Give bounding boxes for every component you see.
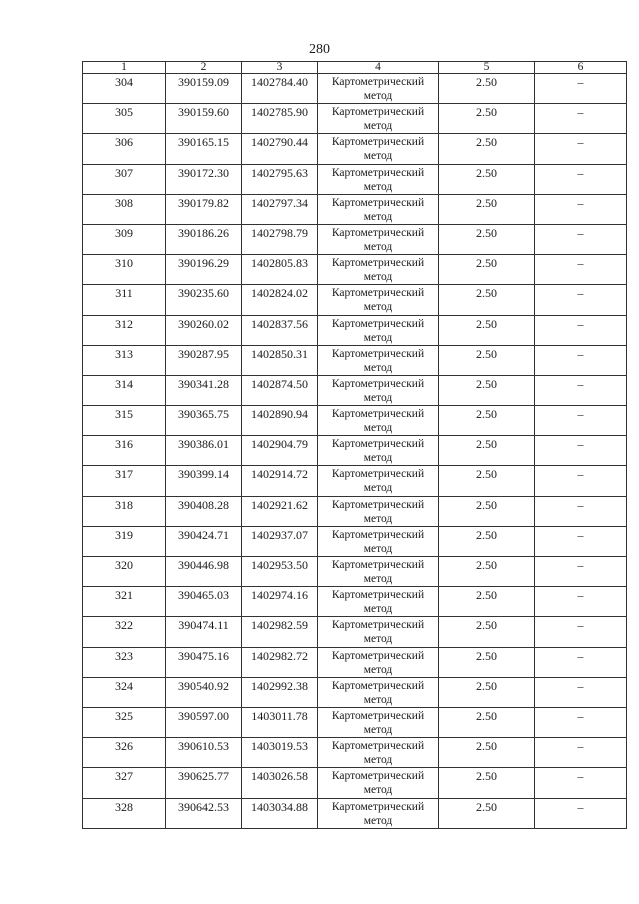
accuracy-cell: 2.50	[439, 375, 535, 405]
table-body	[83, 74, 627, 829]
note-cell: –	[535, 466, 627, 496]
note-cell: –	[535, 436, 627, 466]
table-row	[83, 134, 627, 164]
method-cell: Картометрический метод	[318, 255, 439, 285]
method-cell: Картометрический метод	[318, 104, 439, 134]
x-coordinate-cell: 390159.60	[166, 104, 242, 134]
note-cell: –	[535, 768, 627, 798]
method-cell: Картометрический метод	[318, 194, 439, 224]
accuracy-cell: 2.50	[439, 134, 535, 164]
note-cell: –	[535, 406, 627, 436]
note-cell: –	[535, 617, 627, 647]
accuracy-cell: 2.50	[439, 224, 535, 254]
accuracy-cell: 2.50	[439, 587, 535, 617]
note-cell: –	[535, 164, 627, 194]
accuracy-cell: 2.50	[439, 285, 535, 315]
x-coordinate-cell: 390341.28	[166, 375, 242, 405]
method-cell: Картометрический метод	[318, 647, 439, 677]
note-cell: –	[535, 194, 627, 224]
table-row	[83, 315, 627, 345]
table-row	[83, 496, 627, 526]
point-number-cell: 323	[83, 647, 166, 677]
accuracy-cell: 2.50	[439, 74, 535, 104]
accuracy-cell: 2.50	[439, 798, 535, 828]
note-cell: –	[535, 375, 627, 405]
x-coordinate-cell: 390540.92	[166, 677, 242, 707]
note-cell: –	[535, 587, 627, 617]
y-coordinate-cell: 1402795.63	[242, 164, 318, 194]
table-row	[83, 677, 627, 707]
accuracy-cell: 2.50	[439, 738, 535, 768]
table-row	[83, 345, 627, 375]
accuracy-cell: 2.50	[439, 526, 535, 556]
x-coordinate-cell: 390186.26	[166, 224, 242, 254]
table-row	[83, 798, 627, 828]
accuracy-cell: 2.50	[439, 406, 535, 436]
x-coordinate-cell: 390260.02	[166, 315, 242, 345]
method-cell: Картометрический метод	[318, 224, 439, 254]
y-coordinate-cell: 1402982.59	[242, 617, 318, 647]
y-coordinate-cell: 1402805.83	[242, 255, 318, 285]
accuracy-cell: 2.50	[439, 557, 535, 587]
note-cell: –	[535, 104, 627, 134]
x-coordinate-cell: 390424.71	[166, 526, 242, 556]
x-coordinate-cell: 390475.16	[166, 647, 242, 677]
point-number-cell: 314	[83, 375, 166, 405]
method-cell: Картометрический метод	[318, 557, 439, 587]
table-row	[83, 466, 627, 496]
point-number-cell: 321	[83, 587, 166, 617]
note-cell: –	[535, 285, 627, 315]
accuracy-cell: 2.50	[439, 768, 535, 798]
point-number-cell: 328	[83, 798, 166, 828]
note-cell: –	[535, 224, 627, 254]
method-cell: Картометрический метод	[318, 436, 439, 466]
note-cell: –	[535, 496, 627, 526]
table-row	[83, 224, 627, 254]
y-coordinate-cell: 1403026.58	[242, 768, 318, 798]
point-number-cell: 308	[83, 194, 166, 224]
table-row	[83, 707, 627, 737]
accuracy-cell: 2.50	[439, 345, 535, 375]
column-header: 5	[439, 62, 535, 74]
accuracy-cell: 2.50	[439, 647, 535, 677]
point-number-cell: 316	[83, 436, 166, 466]
header-row	[83, 62, 627, 74]
x-coordinate-cell: 390159.09	[166, 74, 242, 104]
point-number-cell: 324	[83, 677, 166, 707]
column-header: 2	[166, 62, 242, 74]
x-coordinate-cell: 390287.95	[166, 345, 242, 375]
table-row	[83, 768, 627, 798]
x-coordinate-cell: 390399.14	[166, 466, 242, 496]
method-cell: Картометрический метод	[318, 738, 439, 768]
y-coordinate-cell: 1402904.79	[242, 436, 318, 466]
accuracy-cell: 2.50	[439, 164, 535, 194]
point-number-cell: 304	[83, 74, 166, 104]
accuracy-cell: 2.50	[439, 104, 535, 134]
table-row	[83, 164, 627, 194]
point-number-cell: 306	[83, 134, 166, 164]
note-cell: –	[535, 315, 627, 345]
method-cell: Картометрический метод	[318, 285, 439, 315]
method-cell: Картометрический метод	[318, 587, 439, 617]
accuracy-cell: 2.50	[439, 255, 535, 285]
table-row	[83, 285, 627, 315]
y-coordinate-cell: 1402824.02	[242, 285, 318, 315]
x-coordinate-cell: 390172.30	[166, 164, 242, 194]
note-cell: –	[535, 345, 627, 375]
point-number-cell: 307	[83, 164, 166, 194]
table-row	[83, 375, 627, 405]
point-number-cell: 312	[83, 315, 166, 345]
y-coordinate-cell: 1402874.50	[242, 375, 318, 405]
y-coordinate-cell: 1403034.88	[242, 798, 318, 828]
table-row	[83, 587, 627, 617]
point-number-cell: 313	[83, 345, 166, 375]
x-coordinate-cell: 390196.29	[166, 255, 242, 285]
y-coordinate-cell: 1402785.90	[242, 104, 318, 134]
note-cell: –	[535, 74, 627, 104]
y-coordinate-cell: 1403011.78	[242, 707, 318, 737]
y-coordinate-cell: 1402790.44	[242, 134, 318, 164]
accuracy-cell: 2.50	[439, 466, 535, 496]
table-row	[83, 526, 627, 556]
point-number-cell: 327	[83, 768, 166, 798]
note-cell: –	[535, 255, 627, 285]
column-header: 6	[535, 62, 627, 74]
x-coordinate-cell: 390179.82	[166, 194, 242, 224]
point-number-cell: 322	[83, 617, 166, 647]
note-cell: –	[535, 526, 627, 556]
point-number-cell: 326	[83, 738, 166, 768]
method-cell: Картометрический метод	[318, 134, 439, 164]
y-coordinate-cell: 1402914.72	[242, 466, 318, 496]
point-number-cell: 310	[83, 255, 166, 285]
method-cell: Картометрический метод	[318, 164, 439, 194]
accuracy-cell: 2.50	[439, 617, 535, 647]
method-cell: Картометрический метод	[318, 375, 439, 405]
accuracy-cell: 2.50	[439, 194, 535, 224]
point-number-cell: 305	[83, 104, 166, 134]
method-cell: Картометрический метод	[318, 315, 439, 345]
x-coordinate-cell: 390165.15	[166, 134, 242, 164]
method-cell: Картометрический метод	[318, 617, 439, 647]
x-coordinate-cell: 390465.03	[166, 587, 242, 617]
accuracy-cell: 2.50	[439, 315, 535, 345]
point-number-cell: 315	[83, 406, 166, 436]
table-row	[83, 647, 627, 677]
method-cell: Картометрический метод	[318, 496, 439, 526]
table-row	[83, 557, 627, 587]
y-coordinate-cell: 1402953.50	[242, 557, 318, 587]
y-coordinate-cell: 1402921.62	[242, 496, 318, 526]
x-coordinate-cell: 390235.60	[166, 285, 242, 315]
y-coordinate-cell: 1402798.79	[242, 224, 318, 254]
note-cell: –	[535, 134, 627, 164]
x-coordinate-cell: 390610.53	[166, 738, 242, 768]
x-coordinate-cell: 390446.98	[166, 557, 242, 587]
x-coordinate-cell: 390474.11	[166, 617, 242, 647]
column-header: 3	[242, 62, 318, 74]
method-cell: Картометрический метод	[318, 526, 439, 556]
y-coordinate-cell: 1402837.56	[242, 315, 318, 345]
table-row	[83, 436, 627, 466]
point-number-cell: 309	[83, 224, 166, 254]
y-coordinate-cell: 1402937.07	[242, 526, 318, 556]
table-row	[83, 738, 627, 768]
note-cell: –	[535, 677, 627, 707]
note-cell: –	[535, 557, 627, 587]
y-coordinate-cell: 1402850.31	[242, 345, 318, 375]
table-row	[83, 255, 627, 285]
method-cell: Картометрический метод	[318, 406, 439, 436]
method-cell: Картометрический метод	[318, 798, 439, 828]
x-coordinate-cell: 390386.01	[166, 436, 242, 466]
x-coordinate-cell: 390625.77	[166, 768, 242, 798]
table-row	[83, 194, 627, 224]
note-cell: –	[535, 707, 627, 737]
x-coordinate-cell: 390408.28	[166, 496, 242, 526]
accuracy-cell: 2.50	[439, 436, 535, 466]
y-coordinate-cell: 1402797.34	[242, 194, 318, 224]
x-coordinate-cell: 390365.75	[166, 406, 242, 436]
method-cell: Картометрический метод	[318, 707, 439, 737]
accuracy-cell: 2.50	[439, 496, 535, 526]
note-cell: –	[535, 647, 627, 677]
y-coordinate-cell: 1402992.38	[242, 677, 318, 707]
y-coordinate-cell: 1402974.16	[242, 587, 318, 617]
point-number-cell: 325	[83, 707, 166, 737]
column-header: 1	[83, 62, 166, 74]
accuracy-cell: 2.50	[439, 677, 535, 707]
method-cell: Картометрический метод	[318, 345, 439, 375]
method-cell: Картометрический метод	[318, 768, 439, 798]
table-row	[83, 104, 627, 134]
table-row	[83, 74, 627, 104]
page-number: 280	[309, 42, 330, 57]
table-row	[83, 617, 627, 647]
point-number-cell: 318	[83, 496, 166, 526]
x-coordinate-cell: 390597.00	[166, 707, 242, 737]
y-coordinate-cell: 1403019.53	[242, 738, 318, 768]
point-number-cell: 319	[83, 526, 166, 556]
note-cell: –	[535, 798, 627, 828]
coordinates-table	[82, 61, 627, 829]
table-row	[83, 406, 627, 436]
method-cell: Картометрический метод	[318, 677, 439, 707]
accuracy-cell: 2.50	[439, 707, 535, 737]
method-cell: Картометрический метод	[318, 74, 439, 104]
point-number-cell: 317	[83, 466, 166, 496]
x-coordinate-cell: 390642.53	[166, 798, 242, 828]
point-number-cell: 311	[83, 285, 166, 315]
y-coordinate-cell: 1402890.94	[242, 406, 318, 436]
point-number-cell: 320	[83, 557, 166, 587]
column-header: 4	[318, 62, 439, 74]
method-cell: Картометрический метод	[318, 466, 439, 496]
y-coordinate-cell: 1402784.40	[242, 74, 318, 104]
note-cell: –	[535, 738, 627, 768]
y-coordinate-cell: 1402982.72	[242, 647, 318, 677]
